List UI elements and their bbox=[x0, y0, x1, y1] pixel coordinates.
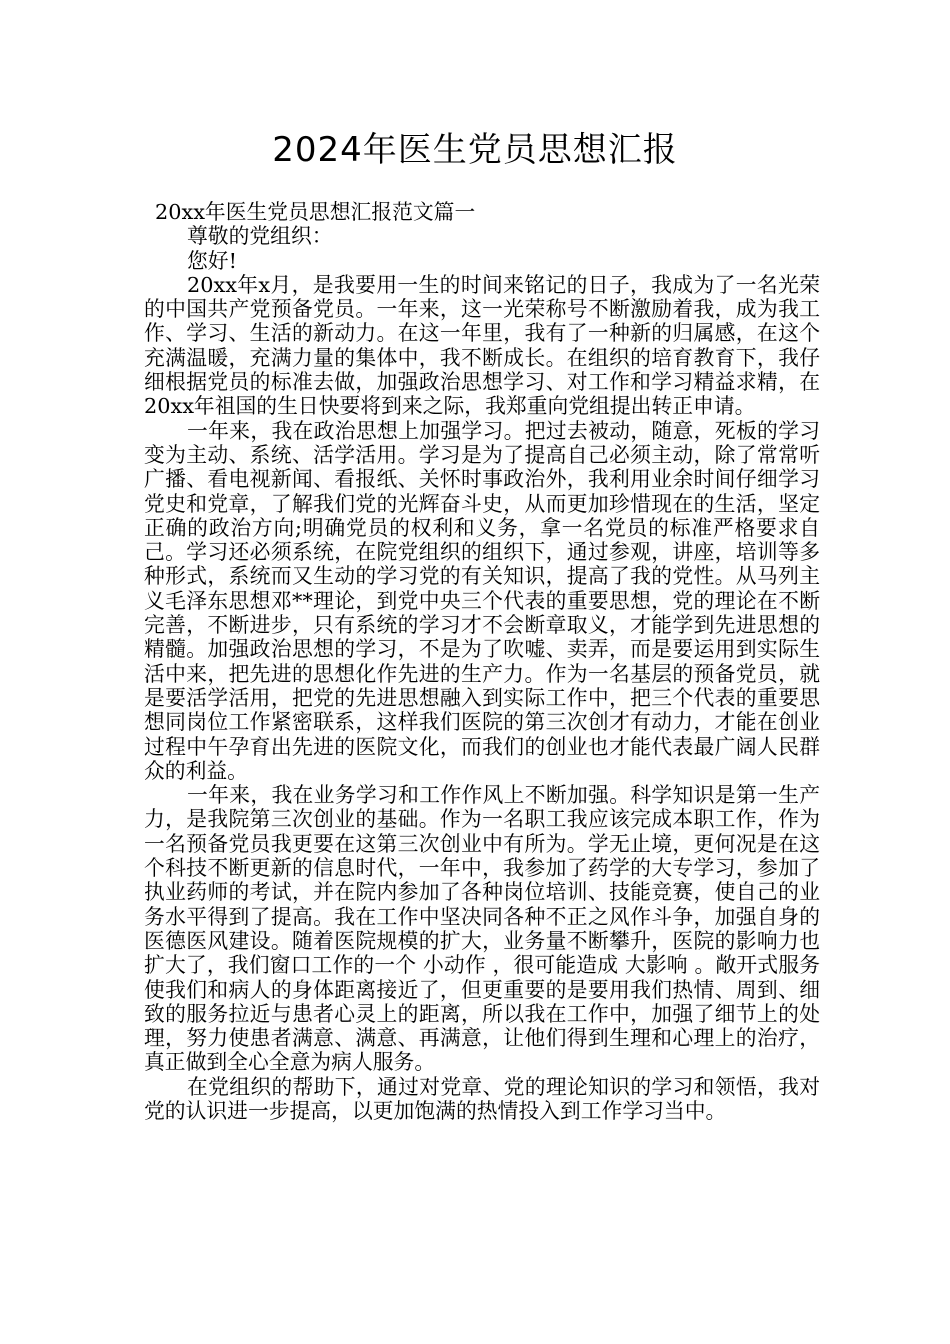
paragraph-3: 一年来，我在业务学习和工作作风上不断加强。科学知识是第一生产力，是我院第三次创业的基础。作为一名职工我应该完成本职工作，作为一名预备党员我更要在这第三次创业中有所为。学无止境，更何况是在这个科技不断更新的信息时代，一年中，我参加了药学的大专学习，参加了执业药师的考试，并在院内参加了各种岗位培训、技能竞赛，使自己的业务水平得到了提高。我在工作中坚决同各种不正之风作斗争，加强自身的医德医风建设。随着医院规模的扩大，业务量不断攀升，医院的影响力也扩大了，我们窗口工作的一个 小动作 ，很可能造成 大影响 。敞开式服务使我们和病人的身体距离接近了，但更重要的是要用我们热情、周到、细致的服务拉近与患者心灵上的距离，所以我在工作中，加强了细节上的处理，努力使患者满意、满意、再满意，让他们得到生理和心理上的治疗，真正做到全心全意为病人服务。 bbox=[144, 783, 820, 1075]
paragraph-1: 20xx年x月，是我要用一生的时间来铭记的日子，我成为了一名光荣的中国共产党预备党员。一年来，这一光荣称号不断激励着我，成为我工作、学习、生活的新动力。在这一年里，我有了一种新的归属感，在这个充满温暖，充满力量的集体中，我不断成长。在组织的培育教育下，我仔细根据党员的标准去做，加强政治思想学习、对工作和学习精益求精，在20xx年祖国的生日快要将到来之际，我郑重向党组提出转正申请。 bbox=[144, 272, 820, 419]
paragraph-2: 一年来，我在政治思想上加强学习。把过去被动，随意，死板的学习变为主动、系统、活学活用。学习是为了提高自己必须主动，除了常常听广播、看电视新闻、看报纸、关怀时事政治外，我利用业余时间仔细学习党史和党章，了解我们党的光辉奋斗史，从而更加珍惜现在的生活，坚定正确的政治方向;明确党员的权利和义务，拿一名党员的标准严格要求自己。学习还必须系统，在院党组织的组织下，通过参观，讲座，培训等多种形式，系统而又生动的学习党的有关知识，提高了我的党性。从马列主义毛泽东思想邓**理论，到党中央三个代表的重要思想，党的理论在不断完善，不断进步，只有系统的学习才不会断章取义，才能学到先进思想的精髓。加强政治思想的学习，不是为了吹嘘、卖弄，而是要运用到实际生活中来，把先进的思想化作先进的生产力。作为一名基层的预备党员，就是要活学活用，把党的先进思想融入到实际工作中，把三个代表的重要思想同岗位工作紧密联系，这样我们医院的第三次创才有动力，才能在创业过程中午孕育出先进的医院文化，而我们的创业也才能代表最广阔人民群众的利益。 bbox=[144, 418, 820, 783]
salutation: 尊敬的党组织： bbox=[187, 224, 333, 249]
document-body bbox=[144, 200, 820, 1123]
paragraph-4: 在党组织的帮助下，通过对党章、党的理论知识的学习和领悟，我对党的认识进一步提高，以更加饱满的热情投入到工作学习当中。 bbox=[144, 1074, 820, 1123]
document-title: 2024年医生党员思想汇报 bbox=[272, 130, 678, 170]
document-subtitle: 20xx年医生党员思想汇报范文篇一 bbox=[155, 200, 476, 224]
greeting: 您好! bbox=[187, 248, 237, 273]
